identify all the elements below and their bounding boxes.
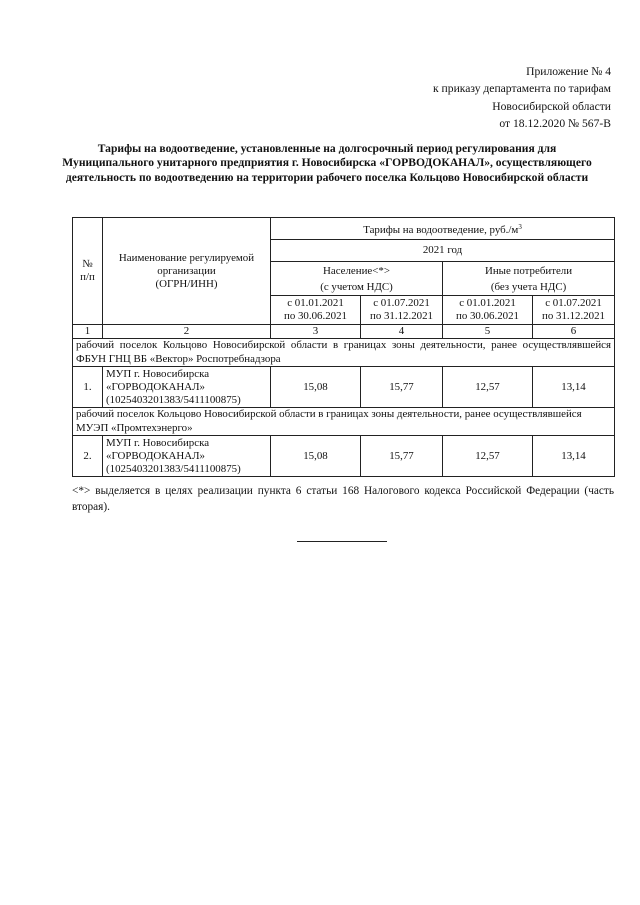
zone-description: рабочий поселок Кольцово Новосибирской области в границах зоны деятельности, ранее осуществлявшейся ФБУН ГНЦ ВБ «Вектор» Роспотребнадзора	[73, 339, 615, 367]
header-population-vat: (с учетом НДС)	[320, 280, 393, 293]
tariffs-table	[72, 217, 615, 477]
appendix-region: Новосибирской области	[492, 99, 611, 113]
header-population-label: Население<*>	[323, 264, 390, 277]
row-organization: МУП г. Новосибирска «ГОРВОДОКАНАЛ» (1025403201383/5411100875)	[103, 367, 271, 408]
period-cell: с 01.01.2021 по 30.06.2021	[271, 296, 361, 325]
header-tariffs-text: Тарифы на водоотведение, руб./м	[363, 223, 519, 236]
tariff-value: 15,77	[361, 436, 443, 477]
footnote: <*> выделяется в целях реализации пункта 6 статьи 168 Налогового кодекса Российской Федерации (часть вторая).	[72, 485, 614, 513]
period-cell: с 01.07.2021 по 31.12.2021	[361, 296, 443, 325]
tariff-value: 13,14	[533, 367, 615, 408]
row-number: 1.	[73, 367, 103, 408]
header-population	[271, 262, 443, 296]
header-other-vat: (без учета НДС)	[490, 280, 567, 293]
header-year: 2021 год	[271, 240, 615, 262]
zone-row	[73, 339, 615, 367]
row-number: 2.	[73, 436, 103, 477]
column-number: 5	[443, 325, 533, 339]
appendix-order-ref: к приказу департамента по тарифам	[433, 82, 611, 96]
zone-row	[73, 408, 615, 436]
header-tariffs-superscript: 3	[518, 222, 522, 231]
table-row	[73, 436, 615, 477]
period-cell: с 01.07.2021 по 31.12.2021	[533, 296, 615, 325]
column-number: 4	[361, 325, 443, 339]
column-number: 6	[533, 325, 615, 339]
tariff-value: 12,57	[443, 367, 533, 408]
appendix-header	[433, 63, 611, 132]
closing-rule	[297, 541, 387, 542]
zone-description: рабочий поселок Кольцово Новосибирской области в границах зоны деятельности, ранее осуществлявшейся МУЭП «Промтехэнерго»	[73, 408, 615, 436]
table-row	[73, 367, 615, 408]
document-title: Тарифы на водоотведение, установленные на долгосрочный период регулирования для Муниципального унитарного предприятия г. Новосибирска «ГОРВОДОКАНАЛ», осуществляющего деятельность по водоотведению на территории рабочего поселка Кольцово Новосибирской области	[62, 142, 592, 184]
tariff-value: 12,57	[443, 436, 533, 477]
column-number-row	[73, 325, 615, 339]
header-other-label: Иные потребители	[484, 264, 573, 277]
column-number: 2	[103, 325, 271, 339]
header-number: № п/п	[73, 218, 103, 325]
tariff-value: 13,14	[533, 436, 615, 477]
header-tariffs	[271, 218, 615, 240]
row-organization: МУП г. Новосибирска «ГОРВОДОКАНАЛ» (1025403201383/5411100875)	[103, 436, 271, 477]
period-cell: с 01.01.2021 по 30.06.2021	[443, 296, 533, 325]
tariff-value: 15,77	[361, 367, 443, 408]
column-number: 3	[271, 325, 361, 339]
header-other-consumers	[443, 262, 615, 296]
tariff-value: 15,08	[271, 436, 361, 477]
header-organization: Наименование регулируемой организации (ОГРН/ИНН)	[103, 218, 271, 325]
appendix-number: Приложение № 4	[526, 65, 611, 78]
header-row-1	[73, 218, 615, 240]
appendix-date: от 18.12.2020 № 567-В	[499, 116, 611, 130]
column-number: 1	[73, 325, 103, 339]
tariff-value: 15,08	[271, 367, 361, 408]
